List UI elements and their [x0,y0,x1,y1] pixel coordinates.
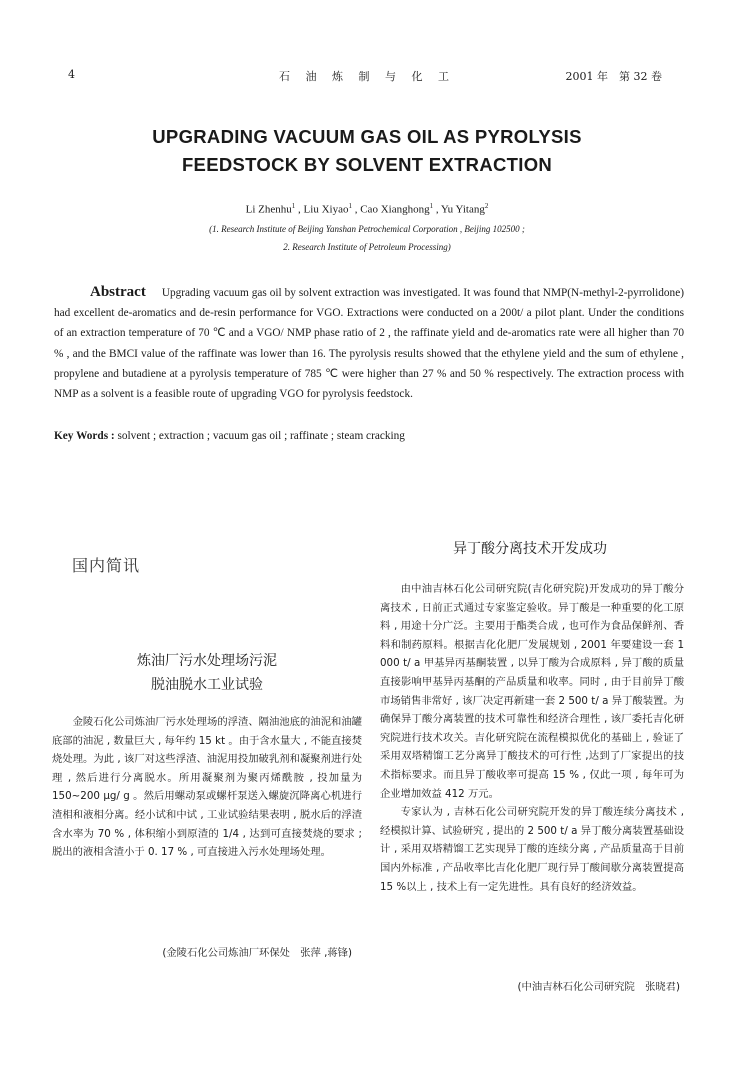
left-news-body [52,713,362,862]
author-name: Li Zhenhu [245,203,292,216]
left-news-title-line-1: 炼油厂污水处理场污泥 [137,653,277,669]
keywords [54,430,694,442]
right-news-title: 异丁酸分离技术开发成功 [453,541,607,557]
author-affiliation-mark: 1 [429,202,434,210]
author-separator: , [295,203,304,216]
author-affiliation-mark: 1 [348,202,352,210]
author-list [0,202,734,216]
right-news-body [380,580,684,896]
article-title-line-1: UPGRADING VACUUM GAS OIL AS PYROLYSIS [152,126,582,147]
author-name: Cao Xianghong [360,203,430,216]
author-separator: , [351,203,361,216]
news-section-heading: 国内简讯 [72,556,141,575]
affiliation-2: 2. Research Institute of Petroleum Processing) [283,242,451,252]
left-news-title-line-2: 脱油脱水工业试验 [151,677,263,693]
author-separator: , [433,203,441,216]
article-title-line-2: FEEDSTOCK BY SOLVENT EXTRACTION [181,154,553,175]
keywords-text: solvent ; extraction ; vacuum gas oil ; raffinate ; steam cracking [114,430,405,442]
keywords-label: Key Words : [54,430,115,442]
abstract [54,282,684,404]
left-news-credit: (金陵石化公司炼油厂环保处 张萍 ,蒋锋) [162,947,352,959]
abstract-text: Upgrading vacuum gas oil by solvent extraction was investigated. It was found that NMP(N-methyl-2-pyrrolidone) had excellent de-aromatics and de-resin performance for VGO. Extractions were conducted on a 200t/ a pilot plant. Under the conditions of an extraction temperature of 70 ℃ and a VGO/ NMP phase ratio of 2 , the raffinate yield and de-aromatics rate were all higher than 70 % , and the BMCI value of the raffinate was lower than 16. The pyrolysis results showed that the ethylene yield and the sum of ethylene , propylene and butadiene at a pyrolysis temperature of 785 ℃ were higher than 27 % and 50 % respectively. The extraction process with NMP as a solvent is a feasible route of upgrading VGO for pyrolysis feedstock. [54,287,684,401]
right-news-credit: (中油吉林石化公司研究院 张晓君) [517,981,680,993]
left-news-paragraph: 金陵石化公司炼油厂污水处理场的浮渣、隔油池底的油泥和油罐底部的油泥 , 数量巨大 , 每年约 15 kt 。由于含水量大 , 不能直接焚烧处理。为此 , 该厂对这些浮渣、油泥用投加破乳剂和凝聚剂进行处理 , 然后进行分离脱水。所用凝聚剂为聚丙烯酰胺 , 投加量为 150~200 μg/ g 。然后用螺动泵或螺杆泵送入螺旋沉降离心机进行渣相和液相分离。经小试和中试 , 工业试验结果表明 , 脱水后的浮渣含水率为 70 % , 体积缩小到原渣的 1/4 , 达到可直接焚烧的要求 ; 脱出的液相含渣小于 0. 17 % , 可直接进入污水处理场处理。 [52,716,362,859]
page-number: 4 [68,68,75,81]
author-affiliation-mark: 2 [484,202,489,210]
affiliation-1: (1. Research Institute of Beijing Yanshan Petrochemical Corporation , Beijing 102500 ; [209,224,525,234]
journal-name: 石 油 炼 制 与 化 工 [279,70,455,83]
right-news-paragraph-2: 专家认为 , 吉林石化公司研究院开发的异丁酸连续分离技术 , 经模拟计算、试验研究 , 提出的 2 500 t/ a 异丁酸分离装置基础设计 , 采用双塔精馏工艺实现异丁酸的连续分离 , 产品质量高于目前国内外标准 , 产品收率比吉化化肥厂现行异丁酸间歇分离装置提高 15 %以上 , 技术上有一定先进性。具有良好的经济效益。 [380,806,684,893]
right-news-paragraph-1: 由中油吉林石化公司研究院(吉化研究院)开发成功的异丁酸分离技术 , 日前正式通过专家鉴定验收。异丁酸是一种重要的化工原料 , 用途十分广泛。主要用于酯类合成 , 也可作为食品保鲜剂、香料和制药原料。根据吉化化肥厂发展规划 , 2001 年要建设一套 1 000 t/ a 甲基异丙基酮装置 , 以异丁酸为合成原料 , 异丁酸的质量直接影响甲基异丙基酮的产品质量和收率。同时 , 由于目前异丁酸市场销售非常好 , 该厂决定再新建一套 2 500 t/ a 异丁酸装置。为确保异丁酸分离装置的技术可靠性和经济合理性 , 该厂委托吉化研究院进行技术攻关。吉化研究院在流程模拟优化的基础上 , 验证了采用双塔精馏工艺分离异丁酸技术的可行性 ,达到了厂家提出的技术指标要求。而且异丁酸收率可提高 15 % , 仅此一项 , 每年可为企业增加效益 412 万元。 [380,583,684,800]
author-name: Liu Xiyao [303,203,349,216]
abstract-label: Abstract [90,284,146,300]
author-affiliation-mark: 1 [291,202,296,210]
author-name: Yu Yitang [440,203,485,216]
issue-info: 2001 年 第 32 卷 [565,70,662,83]
